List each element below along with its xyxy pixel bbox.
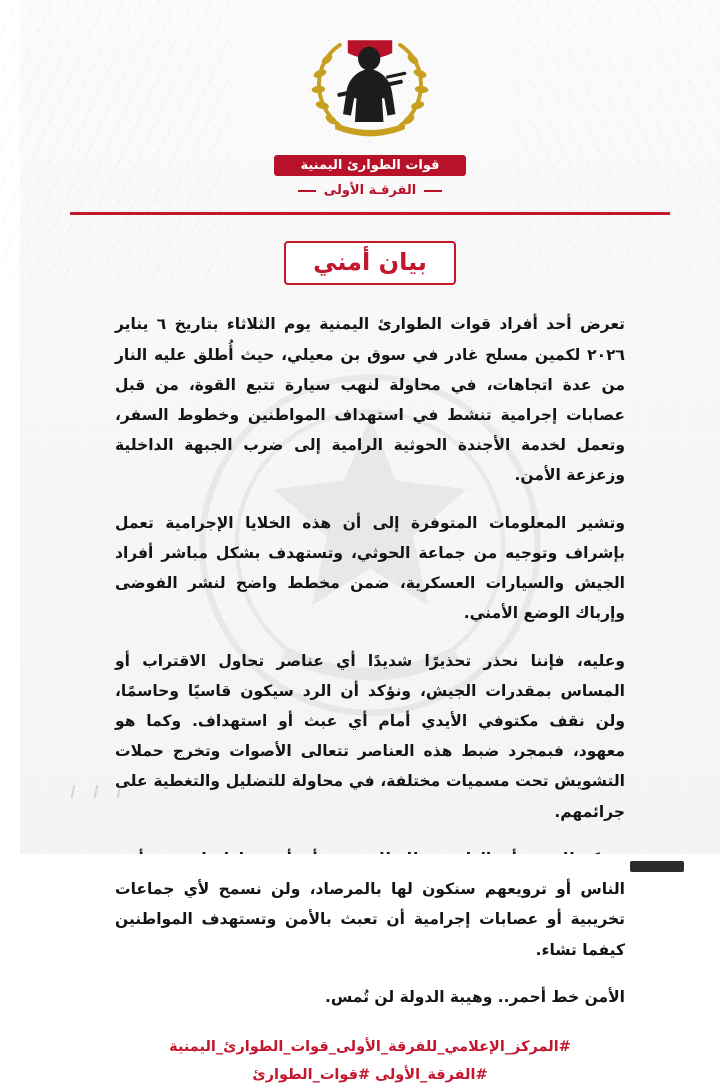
paragraph-1: تعرض أحد أفراد قوات الطوارئ اليمنية يوم الثلاثاء بتاريخ ٦ يناير ٢٠٢٦ لكمين مسلح غادر في سوق بن معيلي، حيث أُطلق عليه النار من عدة اتجاهات، في محاولة لنهب سيارة تتبع القوة، من قبل عصابات إجرامية تنشط في استهداف المواطنين وخطوط السفر، وتعمل لخدمة الأجندة الحوثية الرامية إلى ضرب الجبهة الداخلية وزعزعة الأمن. [115,315,626,485]
hashtags-block [115,1034,625,1089]
document-header [20,0,720,198]
header-divider [70,212,670,215]
unit-name: الفرقـة الأولى [323,183,417,198]
organization-name: قوات الطوارئ اليمنية [274,155,465,176]
dash-left-icon [424,190,442,192]
hashtag-line-1: #المركز_الإعلامي_للفرقة_الأولى_قوات_الطوارئ_اليمنية [169,1038,571,1055]
bottom-bar [20,854,720,876]
statement-title-box [284,241,456,285]
paragraph-2: وتشير المعلومات المتوفرة إلى أن هذه الخلايا الإجرامية تعمل بإشراف وتوجيه من جماعة الحوثي، وتستهدف بشكل مباشر أفراد الجيش والسيارات العسكرية، ضمن مخطط واضح لنشر الفوضى وإرباك الوضع الأمني. [115,513,625,623]
closing-statement: الأمن خط أحمر.. وهيبة الدولة لن تُمس. [325,987,625,1006]
paragraph-4: الناس أو ترويعهم سنكون لها بالمرصاد، ولن نسمح لأي جماعات تخريبية أو عصابات إجرامية أن تعبث بالأمن وتستهدف المواطنين كيفما تشاء. [115,880,625,959]
dash-right-icon [298,190,316,192]
page-title: بيان أمني [313,248,427,276]
unit-name-row [298,183,442,198]
decorative-side-marks [72,785,127,798]
statement-page [20,0,720,1083]
paragraph-3: وعليه، فإننا نحذر تحذيرًا شديدًا أي عناصر تحاول الاقتراب أو المساس بمقدرات الجيش، ونؤكد أن الرد سيكون قاسيًا وحاسمًا، ولن نقف مكتوفي الأيدي أمام أي عبث أو استهداف. وكما هو معهود، فبمجرد ضبط هذه العناصر تتعالى الأصوات وتخرج حملات التشويش تحت مسميات مختلفة، في محاولة للتضليل والتغطية على جرائمهم. [115,651,625,821]
side-mark-3 [71,785,83,798]
side-mark-2 [94,785,106,798]
statement-body [115,309,625,1012]
bottom-tab-indicator [630,861,684,872]
side-mark-1 [117,785,129,798]
hashtag-line-2: #الفرقة_الأولى #قوات_الطوارئ [252,1066,488,1083]
emergency-forces-emblem-icon [290,18,450,153]
